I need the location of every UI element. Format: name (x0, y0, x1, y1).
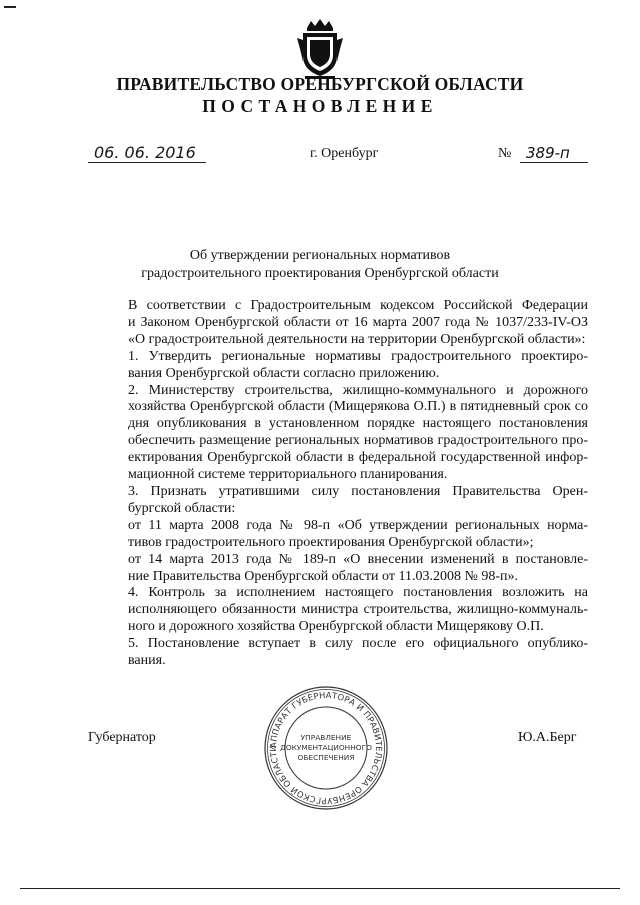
text-line: 3. Признать утратившими силу постановления Правительства Орен- (128, 483, 588, 499)
paragraph-item-1 (88, 349, 588, 383)
official-stamp-icon (262, 684, 390, 812)
subject-line-1: Об утверждении региональных нормативов (189, 248, 451, 263)
text-line: вания. (128, 653, 166, 669)
text-line: В соответствии с Градостроительным кодексом Российской Федерации (128, 298, 588, 313)
paragraph-item-2 (88, 383, 588, 484)
document-city: г. Оренбург (310, 146, 379, 161)
text-line: тивов градостроительного проектирования Оренбургской области»; (128, 534, 534, 550)
corner-mark (4, 6, 16, 8)
stamp-ring-text: АППАРАТ ГУБЕРНАТОРА И ПРАВИТЕЛЬСТВА ОРЕНБУРГСКОЙ ОБЛАСТИ (267, 689, 385, 807)
text-line: хозяйства Оренбургской области (Мищерякова О.П.) в пятидневный срок со (128, 399, 588, 415)
text-line: бургской области: (128, 500, 236, 516)
number-label: № (498, 146, 512, 161)
subject-line-2: градостроительного проектирования Оренбургской области (141, 266, 499, 281)
text-line: 1. Утвердить региональные нормативы градостроительного проектиро- (128, 348, 588, 364)
text-line: 2. Министерству строительства, жилищно-коммунального и дорожного (128, 382, 588, 398)
document-type: ПОСТАНОВЛЕНИЕ (202, 96, 438, 116)
text-line: исполняющего обязанности министра строительства, жилищно-коммуналь- (128, 602, 588, 618)
stamp-center-line-3: ОБЕСПЕЧЕНИЯ (297, 753, 355, 762)
text-line: 5. Постановление вступает в силу после его официального опублико- (128, 636, 588, 652)
text-line: ектирования Оренбургской области в федеральной государственной инфор- (128, 450, 588, 466)
text-line: ного и дорожного хозяйства Оренбургской области Мищерякову О.П. (128, 619, 544, 635)
document-body (88, 298, 588, 670)
text-line: от 11 марта 2008 года № 98-п «Об утверждении региональных норма- (128, 517, 588, 533)
document-number: 389-п (520, 143, 588, 163)
document-subject (0, 247, 640, 283)
text-line: вания Оренбургской области согласно приложению. (128, 365, 440, 381)
organization-title: ПРАВИТЕЛЬСТВО ОРЕНБУРГСКОЙ ОБЛАСТИ (116, 74, 524, 94)
text-line: дня опубликования в установленном порядке настоящего постановления (128, 416, 588, 432)
text-line: ние Правительства Оренбургской области от 11.03.2008 № 98-п». (128, 568, 518, 584)
text-line: от 14 марта 2013 года № 189-п «О внесении изменений в постановле- (128, 551, 588, 567)
paragraph-item-3 (88, 484, 588, 518)
text-line: обеспечить размещение региональных нормативов градостроительного про- (128, 433, 588, 449)
stamp-center-line-2: ДОКУМЕНТАЦИОННОГО (280, 743, 372, 752)
signer-title: Губернатор (88, 730, 156, 745)
stamp-center-line-1: УПРАВЛЕНИЕ (300, 733, 352, 742)
text-line: 4. Контроль за исполнением настоящего постановления возложить на (128, 585, 588, 601)
paragraph-repeal-1 (88, 518, 588, 552)
text-line: и Законом Оренбургской области от 16 марта 2007 года № 1037/233-IV-ОЗ (128, 314, 588, 330)
paragraph-item-5 (88, 636, 588, 670)
bottom-rule (20, 888, 620, 889)
paragraph-item-4 (88, 585, 588, 636)
document-date: 06. 06. 2016 (88, 143, 206, 163)
paragraph-preamble (88, 298, 588, 349)
paragraph-repeal-2 (88, 552, 588, 586)
coat-of-arms-icon (295, 18, 345, 80)
text-line: «О градостроительной деятельности на территории Оренбургской области»: (128, 331, 586, 347)
text-line: мационной системе территориального планирования. (128, 467, 448, 483)
signer-name: Ю.А.Берг (518, 730, 577, 745)
